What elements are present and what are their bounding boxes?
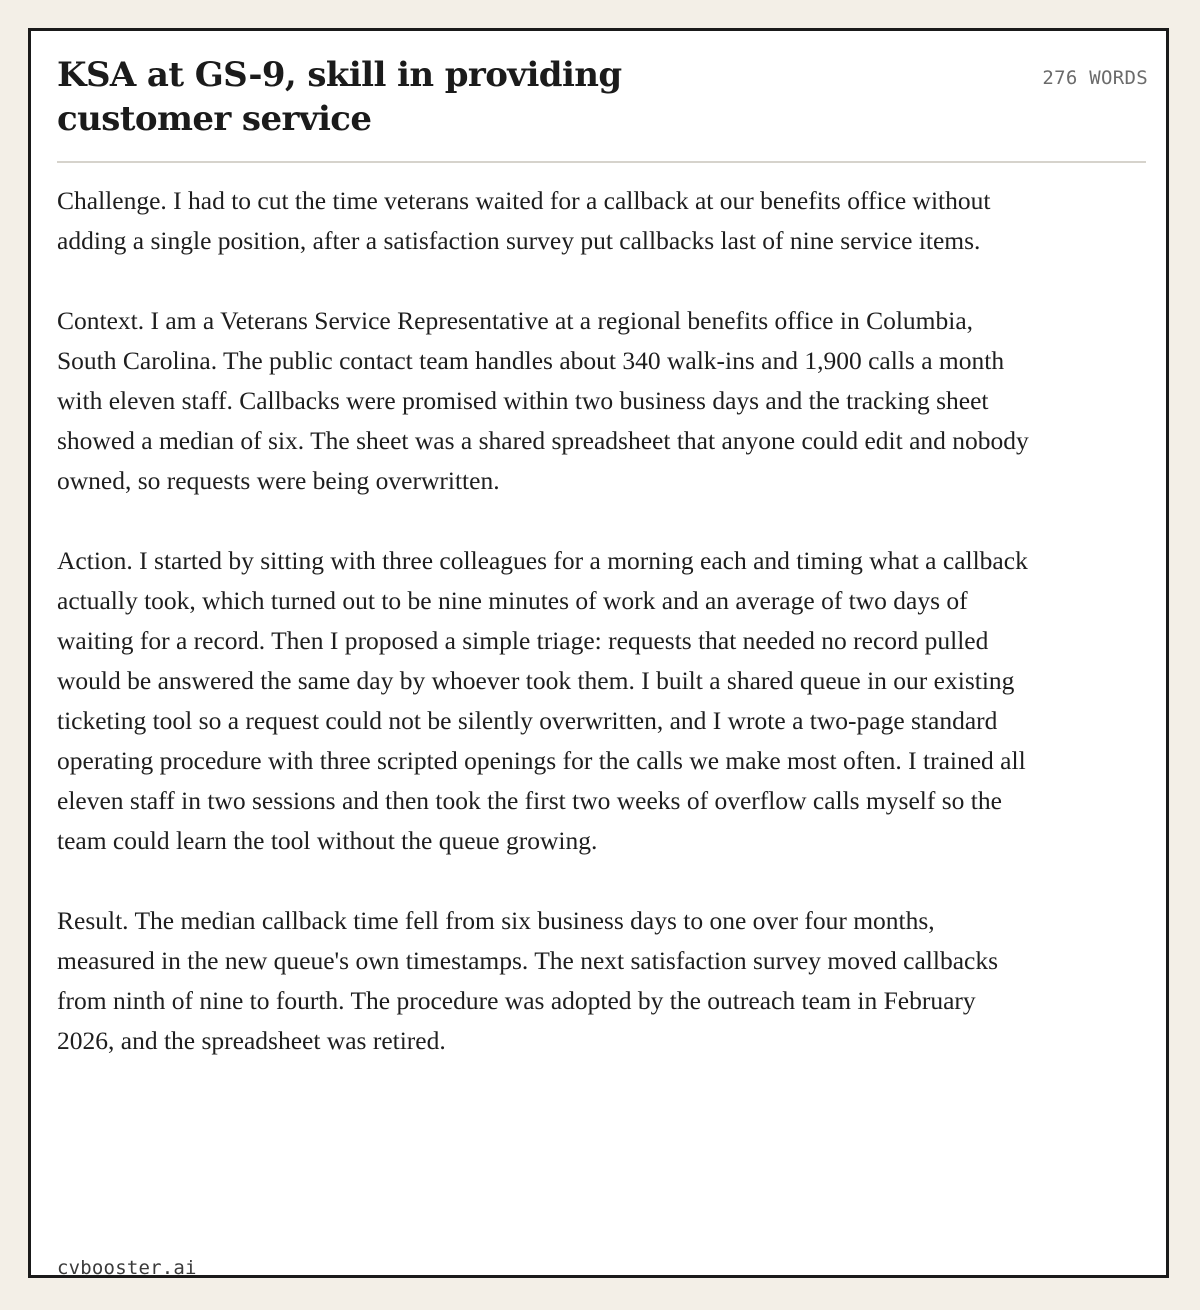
header-divider bbox=[57, 161, 1146, 163]
paragraph-challenge: Challenge. I had to cut the time veterans waited for a callback at our benefits office without adding a single position, after a satisfaction survey put callbacks last of nine service items. bbox=[57, 186, 991, 255]
document-header bbox=[57, 53, 1148, 141]
paragraph-result: Result. The median callback time fell from six business days to one over four months, measured in the new queue's own timestamps. The next satisfaction survey moved callbacks from ninth of nine to fourth. The procedure was adopted by the outreach team in February 2026, and the spreadsheet was retired. bbox=[57, 906, 998, 1055]
paragraph-context: Context. I am a Veterans Service Representative at a regional benefits office in Columbia, South Carolina. The public contact team handles about 340 walk-ins and 1,900 calls a month with eleven staff. Callbacks were promised within two business days and the tracking sheet showed a median of six. The sheet was a shared spreadsheet that anyone could edit and nobody owned, so requests were being overwritten. bbox=[57, 306, 1029, 495]
document-title: KSA at GS-9, skill in providing customer service bbox=[57, 55, 622, 139]
document-card bbox=[28, 28, 1169, 1278]
word-count-label: 276 WORDS bbox=[1042, 67, 1148, 89]
document-body bbox=[57, 181, 1037, 1061]
footer-brand: cvbooster.ai bbox=[57, 1257, 197, 1279]
paragraph-action: Action. I started by sitting with three colleagues for a morning each and timing what a callback actually took, which turned out to be nine minutes of work and an average of two days of waiting for a record. Then I proposed a simple triage: requests that needed no record pulled would be answered the same day by whoever took them. I built a shared queue in our existing ticketing tool so a request could not be silently overwritten, and I wrote a two-page standard operating procedure with three scripted openings for the calls we make most often. I trained all eleven staff in two sessions and then took the first two weeks of overflow calls myself so the team could learn the tool without the queue growing. bbox=[57, 546, 1028, 855]
